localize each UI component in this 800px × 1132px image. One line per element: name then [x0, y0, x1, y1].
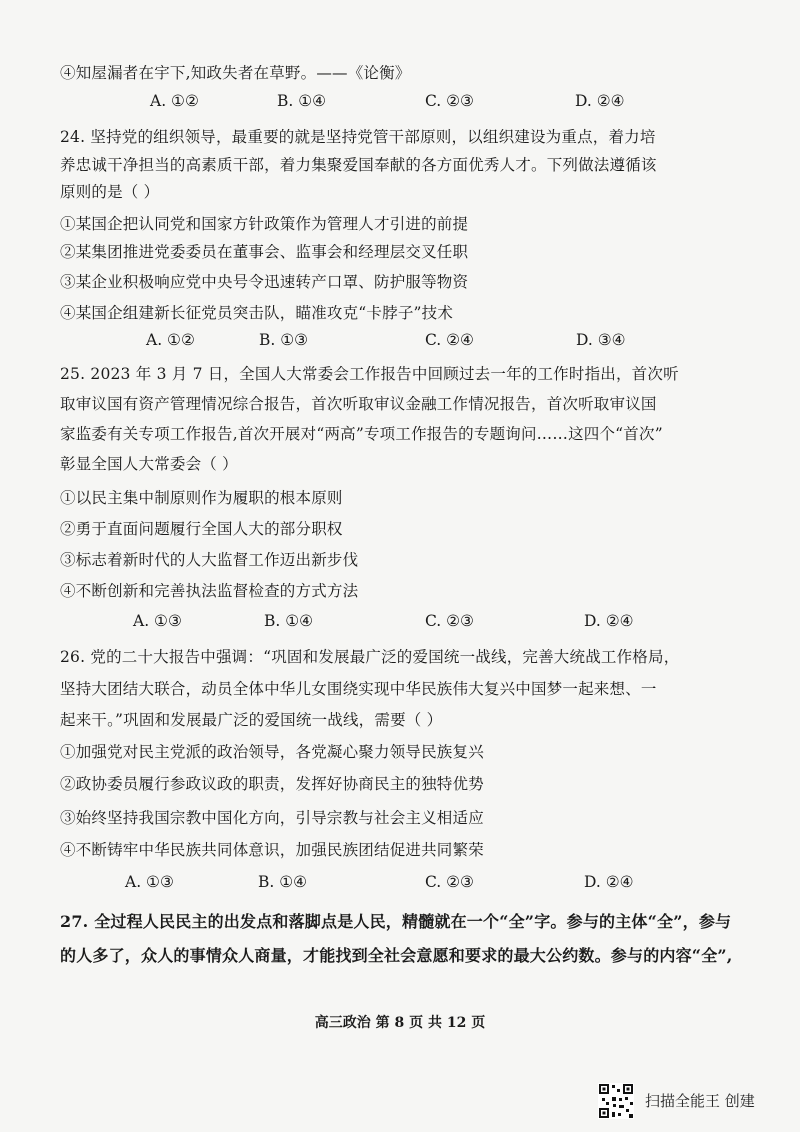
q24-stem-line-1: 24. 坚持党的组织领导，最重要的就是坚持党管干部原则，以组织建设为重点，着力培 — [60, 128, 656, 146]
q26-stem-line-2: 坚持大团结大联合，动员全体中华儿女围绕实现中华民族伟大复兴中国梦一起来想、一 — [60, 680, 657, 698]
q24-stem-line-2: 养忠诚干净担当的高素质干部，着力集聚爱国奉献的各方面优秀人才。下列做法遵循该 — [60, 156, 657, 174]
scanner-watermark: 扫描全能王 创建 — [645, 1092, 755, 1110]
qr-code-icon — [598, 1083, 634, 1119]
q23-option-d: D. ②④ — [575, 92, 625, 110]
q24-options — [0, 331, 800, 353]
q23-option-a: A. ①② — [150, 92, 199, 110]
q25-option-b: B. ①④ — [264, 612, 314, 630]
q25-item-1: ①以民主集中制原则作为履职的根本原则 — [60, 489, 343, 507]
q25-option-a: A. ①③ — [133, 612, 182, 630]
q25-item-4: ④不断创新和完善执法监督检查的方式方法 — [60, 582, 359, 600]
q24-option-a: A. ①② — [146, 331, 195, 349]
q26-option-b: B. ①④ — [258, 873, 308, 891]
q24-item-4: ④某国企组建新长征党员突击队，瞄准攻克“卡脖子”技术 — [60, 304, 454, 322]
q25-option-c: C. ②③ — [425, 612, 474, 630]
q25-stem-line-2: 取审议国有资产管理情况综合报告，首次听取审议金融工作情况报告，首次听取审议国 — [60, 395, 657, 413]
q25-stem-line-4: 彰显全国人大常委会（ ） — [60, 455, 238, 473]
q24-item-3: ③某企业积极响应党中央号令迅速转产口罩、防护服等物资 — [60, 273, 469, 291]
q26-item-4: ④不断铸牢中华民族共同体意识，加强民族团结促进共同繁荣 — [60, 841, 484, 859]
q27-stem-line-2: 的人多了，众人的事情众人商量，才能找到全社会意愿和要求的最大公约数。参与的内容“全”, — [60, 946, 733, 965]
q24-option-b: B. ①③ — [259, 331, 309, 349]
q25-option-d: D. ②④ — [584, 612, 634, 630]
q25-stem-line-1: 25. 2023 年 3 月 7 日，全国人大常委会工作报告中回顾过去一年的工作时指出，首次听 — [60, 365, 679, 383]
q26-option-c: C. ②③ — [425, 873, 474, 891]
q23-option-c: C. ②③ — [425, 92, 474, 110]
q26-options — [0, 873, 800, 895]
q23-option-b: B. ①④ — [277, 92, 327, 110]
q25-stem-line-3: 家监委有关专项工作报告,首次开展对“两高”专项工作报告的专题询问……这四个“首次” — [60, 425, 663, 443]
q23-item-4: ④知屋漏者在宇下,知政失者在草野。——《论衡》 — [60, 64, 411, 82]
q26-stem-line-1: 26. 党的二十大报告中强调：“巩固和发展最广泛的爱国统一战线，完善大统战工作格局， — [60, 648, 680, 666]
q26-option-d: D. ②④ — [584, 873, 634, 891]
q25-options — [0, 612, 800, 634]
q24-option-d: D. ③④ — [576, 331, 626, 349]
q25-item-3: ③标志着新时代的人大监督工作迈出新步伐 — [60, 551, 359, 569]
q26-item-1: ①加强党对民主党派的政治领导，各党凝心聚力领导民族复兴 — [60, 743, 484, 761]
q24-item-2: ②某集团推进党委委员在董事会、监事会和经理层交叉任职 — [60, 243, 469, 261]
q26-stem-line-3: 起来干。”巩固和发展最广泛的爱国统一战线，需要（ ） — [60, 711, 443, 729]
q26-item-2: ②政协委员履行参政议政的职责，发挥好协商民主的独特优势 — [60, 775, 484, 793]
page-footer: 高三政治 第 8 页 共 12 页 — [314, 1015, 486, 1031]
q25-item-2: ②勇于直面问题履行全国人大的部分职权 — [60, 520, 343, 538]
q24-option-c: C. ②④ — [425, 331, 474, 349]
q24-item-1: ①某国企把认同党和国家方针政策作为管理人才引进的前提 — [60, 215, 469, 233]
q24-stem-line-3: 原则的是（ ） — [60, 183, 160, 201]
q26-item-3: ③始终坚持我国宗教中国化方向，引导宗教与社会主义相适应 — [60, 809, 484, 827]
q27-stem-line-1: 27. 全过程人民民主的出发点和落脚点是人民，精髓就在一个“全”字。参与的主体“全”，参与 — [60, 912, 732, 931]
q26-option-a: A. ①③ — [125, 873, 174, 891]
q23-options — [0, 92, 800, 114]
